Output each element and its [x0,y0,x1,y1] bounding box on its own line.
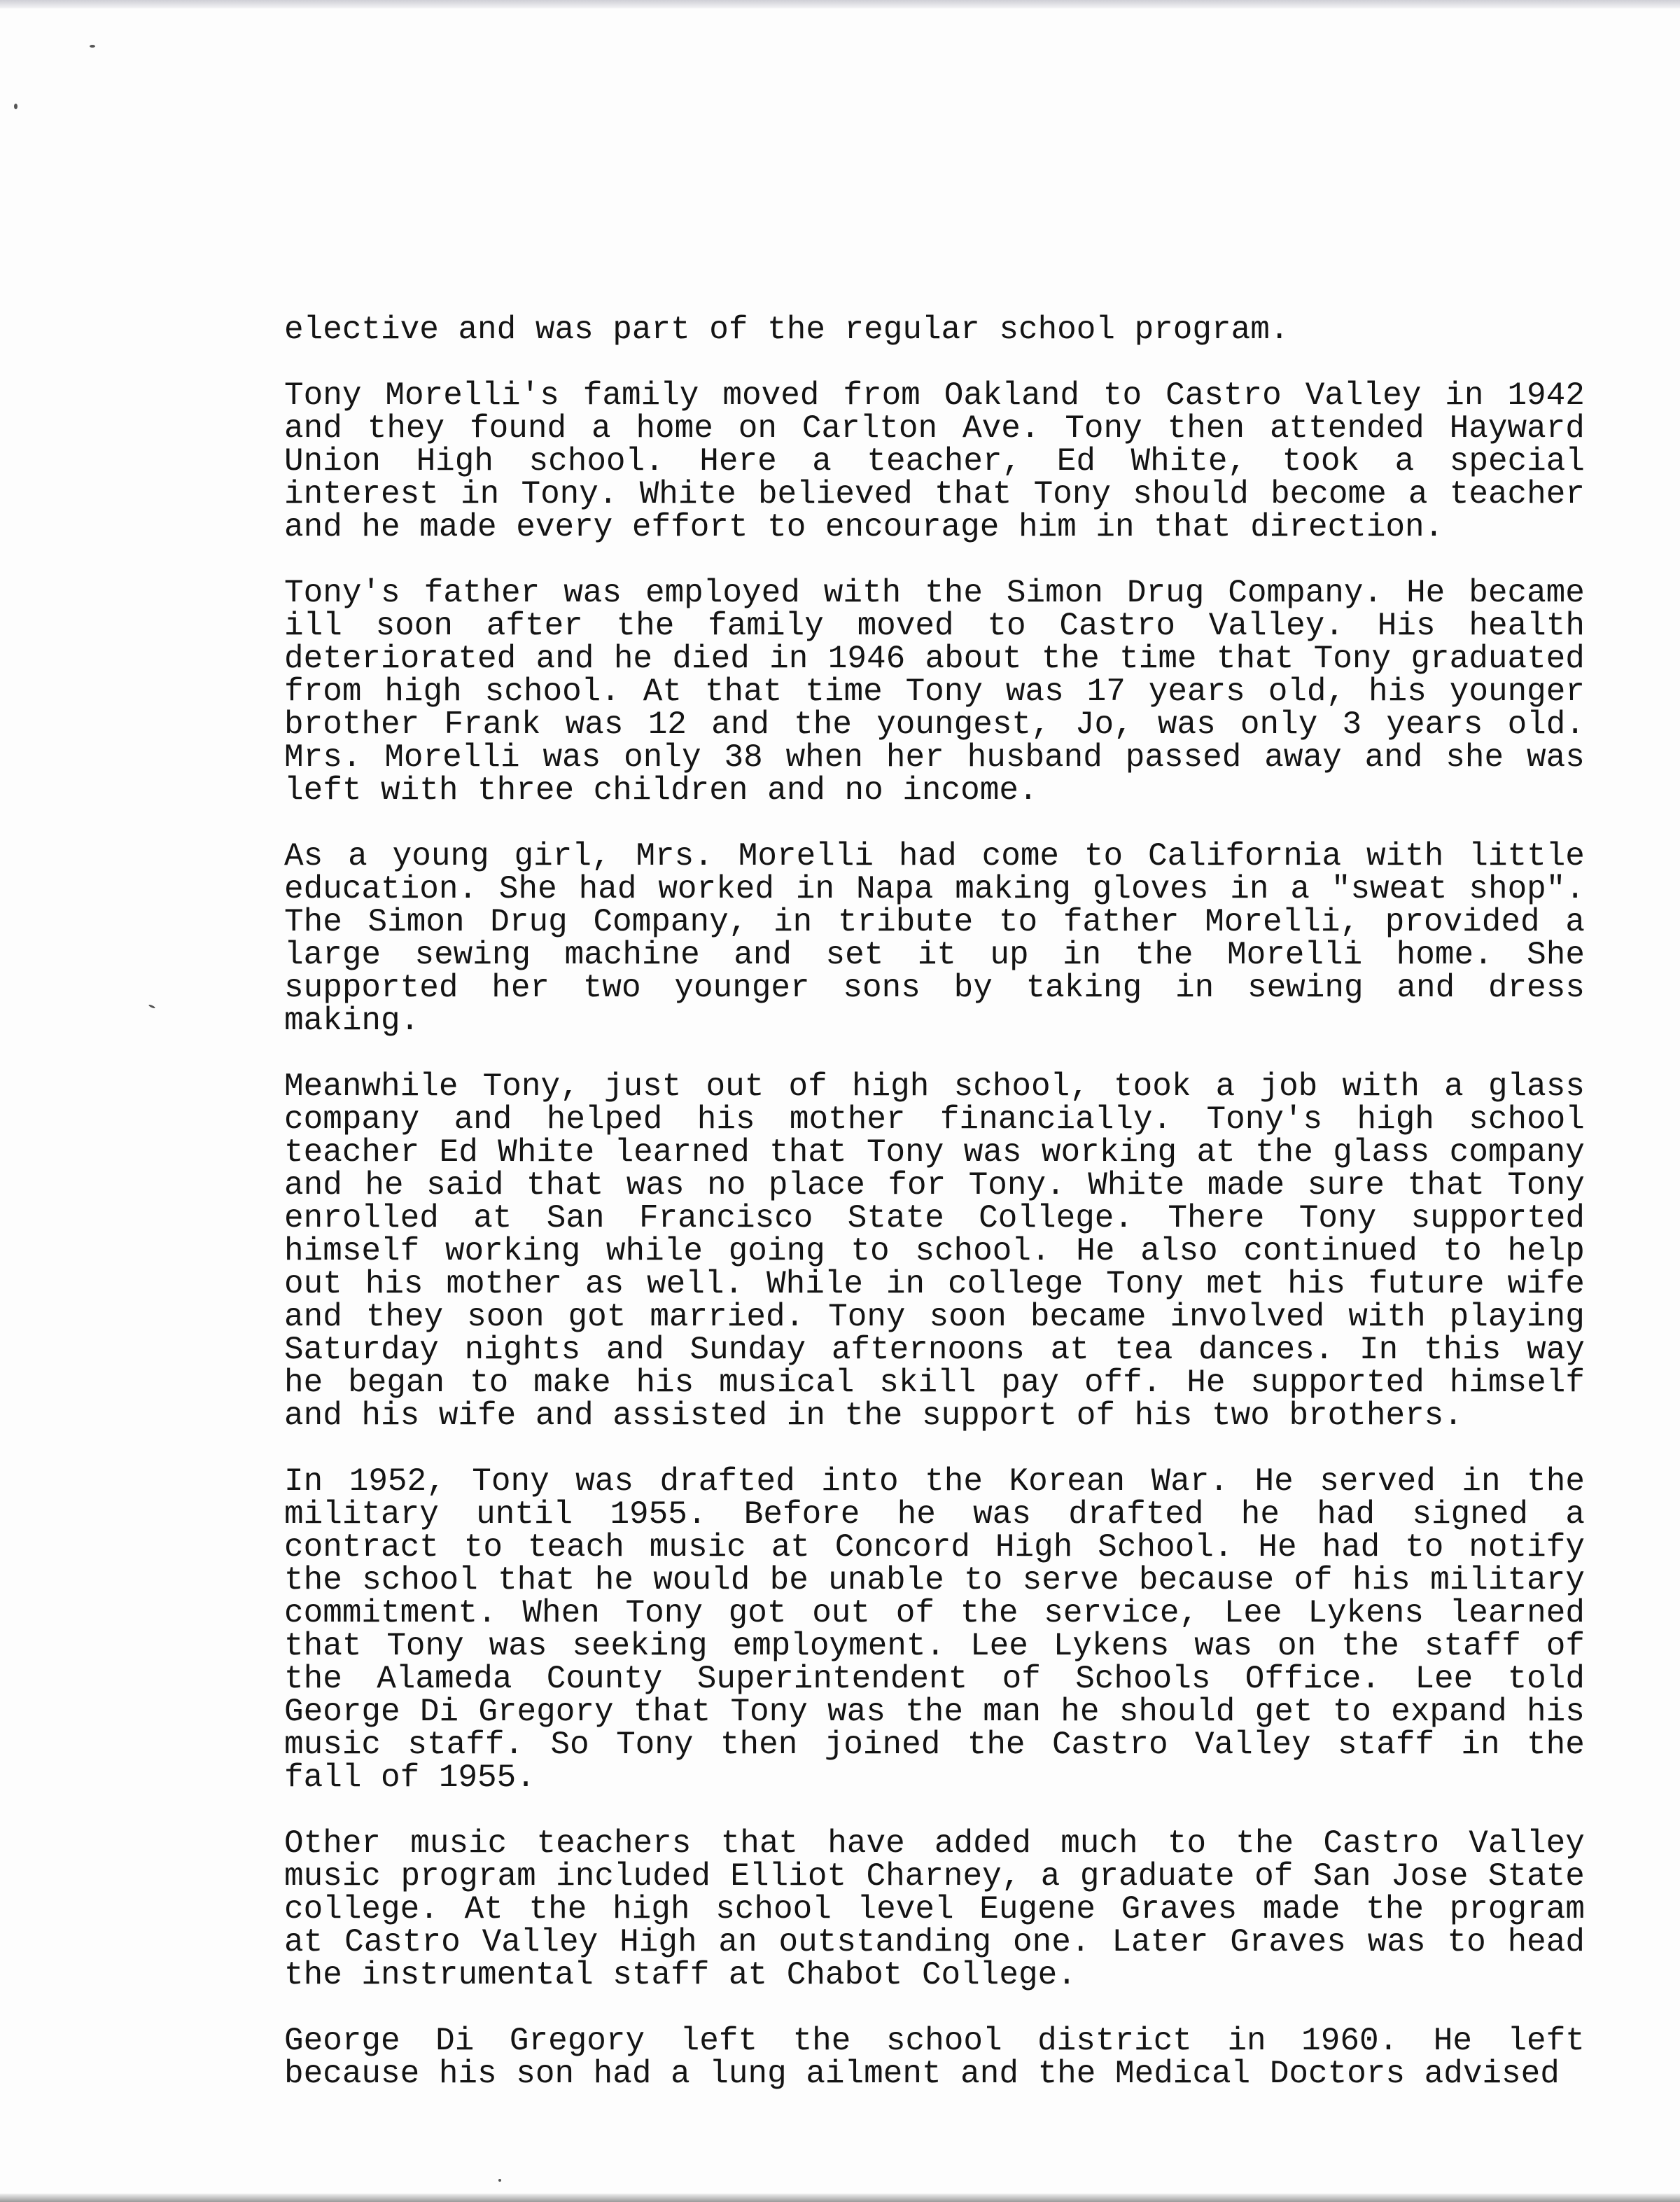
text-line: George Di Gregory left the school district in 1960. He left [284,2023,1585,2059]
text-line: Tony's father was employed with the Simon Drug Company. He became [284,575,1585,611]
text-line: music program included Elliot Charney, a graduate of San Jose State [284,1858,1585,1895]
paragraph [284,379,1585,544]
text-line: deteriorated and he died in 1946 about the time that Tony graduated [284,641,1585,677]
paragraph [284,840,1585,1038]
paragraph [284,1465,1585,1795]
text-line: education. She had worked in Napa making gloves in a "sweat shop". [284,871,1585,907]
text-line: large sewing machine and set it up in the Morelli home. She [284,937,1585,973]
text-line: from high school. At that time Tony was 17 years old, his younger [284,674,1585,710]
text-line: the Alameda County Superintendent of Schools Office. Lee told [284,1661,1585,1697]
text-line: Saturday nights and Sunday afternoons at tea dances. In this way [284,1332,1585,1368]
text-line: Mrs. Morelli was only 38 when her husband passed away and she was [284,739,1585,776]
text-line: elective and was part of the regular school program. [284,312,1289,348]
text-line: George Di Gregory that Tony was the man he should get to expand his [284,1694,1585,1730]
text-line: left with three children and no income. [284,772,1038,809]
text-line: company and helped his mother financially. Tony's high school [284,1101,1585,1138]
text-line: brother Frank was 12 and the youngest, Jo, was only 3 years old. [284,706,1585,743]
text-line: himself working while going to school. He also continued to help [284,1233,1585,1269]
text-line: and his wife and assisted in the support of his two brothers. [284,1398,1463,1434]
text-line: and they found a home on Carlton Ave. Tony then attended Hayward [284,410,1585,447]
text-line: the instrumental staff at Chabot College. [284,1957,1077,1993]
text-line: the school that he would be unable to serve because of his military [284,1562,1585,1598]
paragraph [284,314,1585,347]
text-line: and he said that was no place for Tony. White made sure that Tony [284,1167,1585,1204]
text-line: at Castro Valley High an outstanding one. Later Graves was to head [284,1924,1585,1960]
scan-speck [90,45,95,48]
scan-speck [498,2179,501,2182]
text-line: music staff. So Tony then joined the Castro Valley staff in the [284,1727,1585,1763]
text-line: ill soon after the family moved to Castro Valley. His health [284,608,1585,644]
text-line: The Simon Drug Company, in tribute to father Morelli, provided a [284,904,1585,940]
text-line: college. At the high school level Eugene Graves made the program [284,1891,1585,1928]
text-line: out his mother as well. While in college Tony met his future wife [284,1266,1585,1302]
text-line: As a young girl, Mrs. Morelli had come to California with little [284,838,1585,874]
text-line: enrolled at San Francisco State College. There Tony supported [284,1200,1585,1236]
text-line: that Tony was seeking employment. Lee Lykens was on the staff of [284,1628,1585,1664]
scan-top-edge [0,0,1680,8]
text-line: because his son had a lung ailment and the Medical Doctors advised [284,2056,1560,2092]
text-line: supported her two younger sons by taking in sewing and dress [284,970,1585,1006]
text-line: military until 1955. Before he was drafted he had signed a [284,1496,1585,1533]
text-line: making. [284,1003,420,1039]
text-line: In 1952, Tony was drafted into the Korean War. He served in the [284,1463,1585,1500]
text-line: fall of 1955. [284,1759,536,1796]
scan-bottom-edge [0,2194,1680,2202]
scan-speck [14,104,18,109]
document-body [284,314,1585,2124]
text-line: Tony Morelli's family moved from Oakland to Castro Valley in 1942 [284,377,1585,414]
paragraph [284,1827,1585,1992]
text-line: contract to teach music at Concord High School. He had to notify [284,1529,1585,1566]
text-line: commitment. When Tony got out of the service, Lee Lykens learned [284,1595,1585,1631]
scan-speck [148,1004,155,1009]
text-line: interest in Tony. White believed that Tony should become a teacher [284,476,1585,513]
paragraph [284,577,1585,807]
paragraph [284,1068,1585,1434]
text-line: Union High school. Here a teacher, Ed White, took a special [284,443,1585,480]
paragraph [284,2025,1585,2091]
text-line: and he made every effort to encourage him in that direction. [284,509,1444,545]
text-line: teacher Ed White learned that Tony was working at the glass company [284,1134,1585,1171]
text-line: Other music teachers that have added much to the Castro Valley [284,1825,1585,1862]
text-line: Meanwhile Tony, just out of high school, took a job with a glass [284,1068,1585,1105]
text-line: he began to make his musical skill pay off. He supported himself [284,1365,1585,1401]
text-line: and they soon got married. Tony soon became involved with playing [284,1299,1585,1335]
